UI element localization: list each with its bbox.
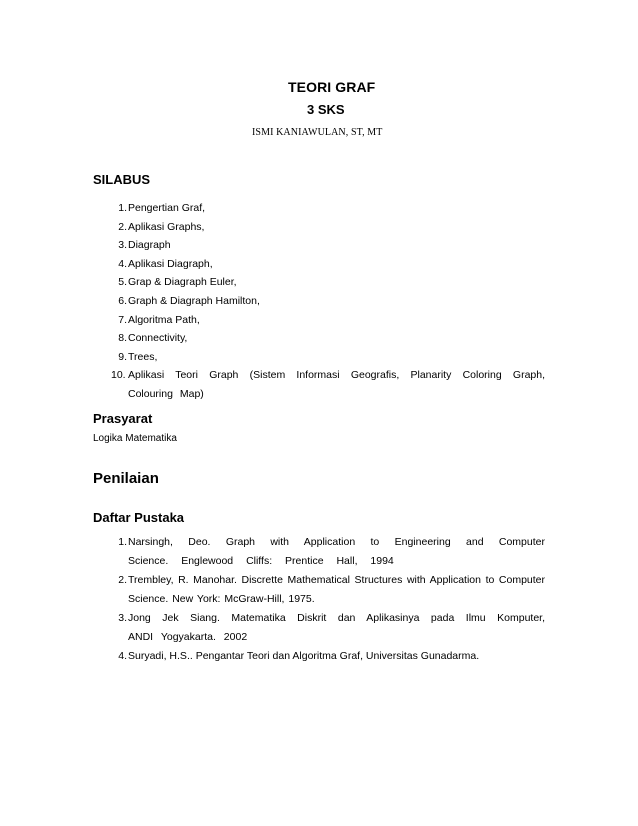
list-item (93, 199, 545, 218)
silabus-list (93, 199, 545, 404)
list-text: Algoritma Path, (128, 313, 200, 326)
list-item (93, 218, 545, 237)
list-item (93, 533, 545, 571)
list-item (93, 348, 545, 367)
list-text: Pengertian Graf, (128, 202, 206, 214)
list-text: Diagraph (128, 239, 171, 252)
list-number: 2. (118, 220, 127, 233)
list-number: 2. (118, 574, 127, 586)
course-credits: 3 SKS (307, 102, 345, 117)
list-number: 7. (118, 313, 127, 326)
pustaka-heading: Daftar Pustaka (93, 510, 185, 525)
list-number: 4. (118, 257, 127, 270)
list-number: 1. (118, 202, 127, 214)
list-text: Trees, (128, 350, 158, 363)
list-number: 3. (118, 239, 127, 252)
list-text: Narsingh, Deo. Graph with Application to Engineering and Computer Science. Englewood Cliffs: Prentice Hall, 1994 (128, 536, 545, 567)
prasyarat-heading: Prasyarat (93, 411, 153, 426)
list-number: 8. (118, 332, 127, 345)
list-text: Suryadi, H.S.. Pengantar Teori dan Algoritma Graf, Universitas Gunadarma. (128, 650, 480, 662)
course-author: ISMI KANIAWULAN, ST, MT (252, 127, 383, 138)
list-item (93, 273, 545, 292)
list-text: Aplikasi Teori Graph (Sistem Informasi Geografis, Planarity Coloring Graph, Colouring Map) (128, 369, 545, 400)
course-title: TEORI GRAF (288, 79, 376, 95)
list-text: Aplikasi Diagraph, (128, 257, 213, 270)
list-text: Aplikasi Graphs, (128, 220, 205, 233)
list-number: 6. (118, 294, 127, 307)
penilaian-heading: Penilaian (93, 470, 159, 487)
prasyarat-text: Logika Matematika (93, 433, 177, 444)
list-item (93, 329, 545, 348)
list-text: Trembley, R. Manohar. Discrette Mathematical Structures with Application to Computer Science. New York: McGraw-Hill, 1975. (128, 574, 545, 605)
list-item (93, 311, 545, 330)
list-number: 1. (118, 536, 127, 548)
list-number: 3. (118, 612, 127, 624)
list-number: 4. (118, 650, 127, 662)
list-number: 10. (111, 369, 126, 382)
list-text: Connectivity, (128, 332, 188, 345)
list-text: Jong Jek Siang. Matematika Diskrit dan Aplikasinya pada Ilmu Komputer, ANDI Yogyakarta. 2002 (128, 612, 545, 643)
list-item (93, 255, 545, 274)
list-item (93, 647, 545, 666)
list-text: Grap & Diagraph Euler, (128, 276, 237, 289)
list-item (93, 609, 545, 647)
list-text: Graph & Diagraph Hamilton, (128, 294, 260, 307)
pustaka-list (93, 533, 545, 666)
list-item (93, 236, 545, 255)
list-number: 9. (118, 350, 127, 363)
list-item (93, 571, 545, 609)
list-number: 5. (118, 276, 127, 289)
list-item (93, 292, 545, 311)
list-item (93, 366, 545, 403)
silabus-heading: SILABUS (93, 172, 151, 187)
